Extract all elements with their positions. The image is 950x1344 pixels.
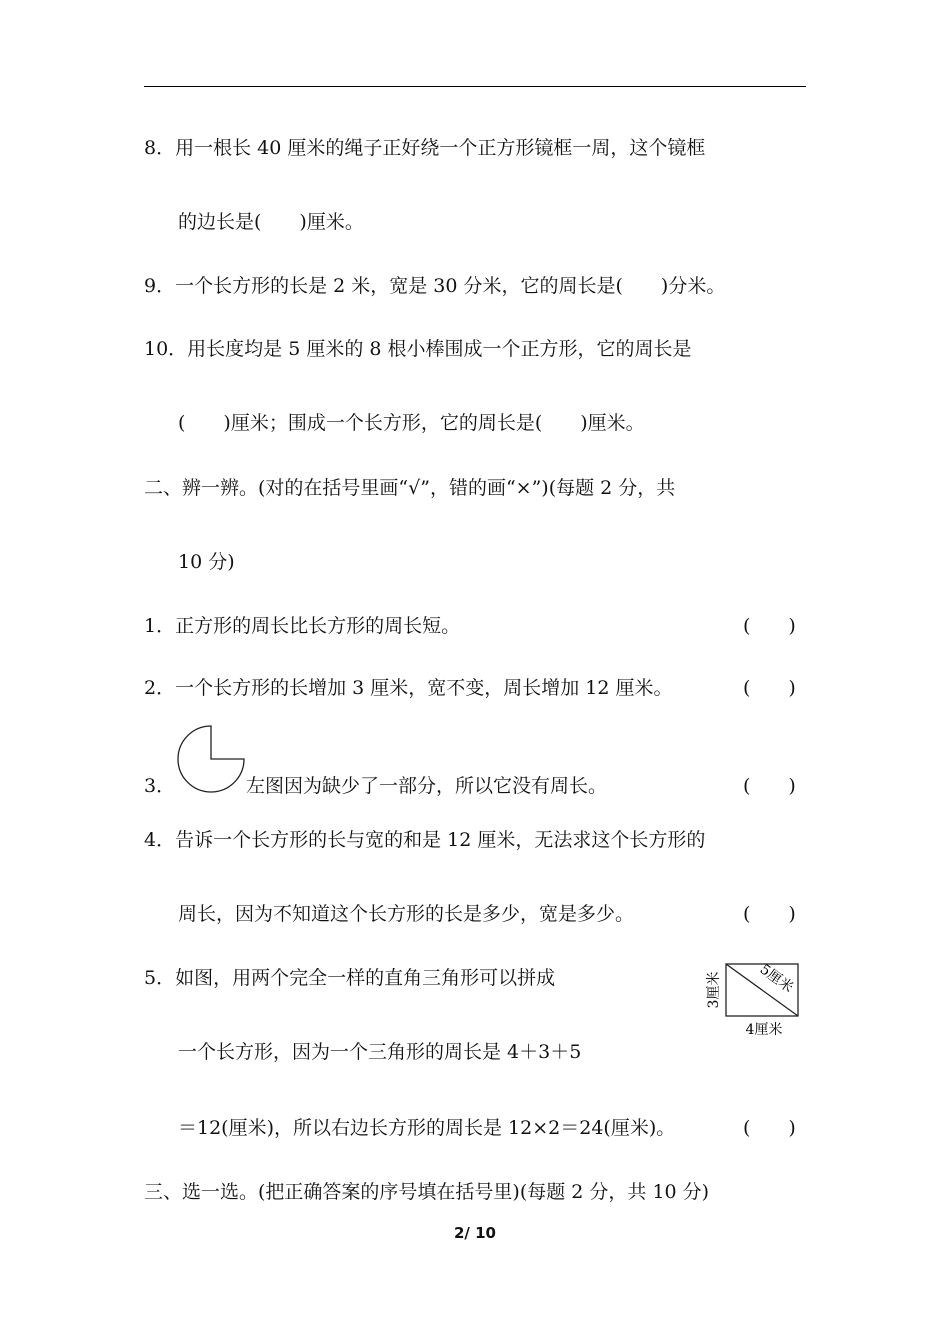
three-quarter-circle-figure	[174, 722, 248, 796]
question-9: 9．一个长方形的长是 2 米，宽是 30 分米，它的周长是( )分米。	[144, 275, 726, 297]
answer-paren-3: ( )	[743, 775, 796, 797]
question-10-line-1: 10．用长度均是 5 厘米的 8 根小棒围成一个正方形，它的周长是	[144, 338, 692, 360]
answer-paren-5: ( )	[743, 1117, 796, 1139]
answer-paren-2: ( )	[743, 677, 796, 699]
rectangle-triangles-figure	[700, 958, 810, 1042]
judge-question-1: 1．正方形的周长比长方形的周长短。	[144, 615, 461, 637]
judge-question-4-line-2: 周长，因为不知道这个长方形的长是多少，宽是多少。	[178, 903, 635, 925]
judge-question-3-number: 3．	[144, 775, 176, 797]
section-2-heading-line-2: 10 分)	[178, 551, 235, 573]
question-8-line-1: 8．用一根长 40 厘米的绳子正好绕一个正方形镜框一周，这个镜框	[144, 137, 706, 159]
figure-label-left: 3厘米	[706, 971, 722, 1009]
question-10-line-2: ( )厘米；围成一个长方形，它的周长是( )厘米。	[178, 412, 645, 434]
judge-question-4-line-1: 4．告诉一个长方形的长与宽的和是 12 厘米，无法求这个长方形的	[144, 829, 706, 851]
answer-paren-1: ( )	[743, 615, 796, 637]
section-2-heading-line-1: 二、辨一辨。(对的在括号里画“√”，错的画“×”)(每题 2 分，共	[144, 477, 676, 499]
figure-label-diagonal: 5厘米	[756, 961, 796, 997]
judge-question-2: 2．一个长方形的长增加 3 厘米，宽不变，周长增加 12 厘米。	[144, 677, 673, 699]
judge-question-3-text: 左图因为缺少了一部分，所以它没有周长。	[246, 775, 608, 797]
header-rule	[144, 86, 806, 87]
judge-question-5-line-1: 5．如图，用两个完全一样的直角三角形可以拼成	[144, 967, 556, 989]
judge-question-5-line-3: ＝12(厘米)，所以右边长方形的周长是 12×2＝24(厘米)。	[178, 1117, 676, 1139]
judge-question-5-line-2: 一个长方形，因为一个三角形的周长是 4＋3＋5	[178, 1041, 582, 1063]
figure-label-bottom: 4厘米	[745, 1022, 783, 1038]
answer-paren-4: ( )	[743, 903, 796, 925]
question-8-line-2: 的边长是( )厘米。	[178, 211, 364, 233]
section-3-heading: 三、选一选。(把正确答案的序号填在括号里)(每题 2 分，共 10 分)	[144, 1181, 710, 1203]
page-number: 2/ 10	[453, 1224, 496, 1242]
